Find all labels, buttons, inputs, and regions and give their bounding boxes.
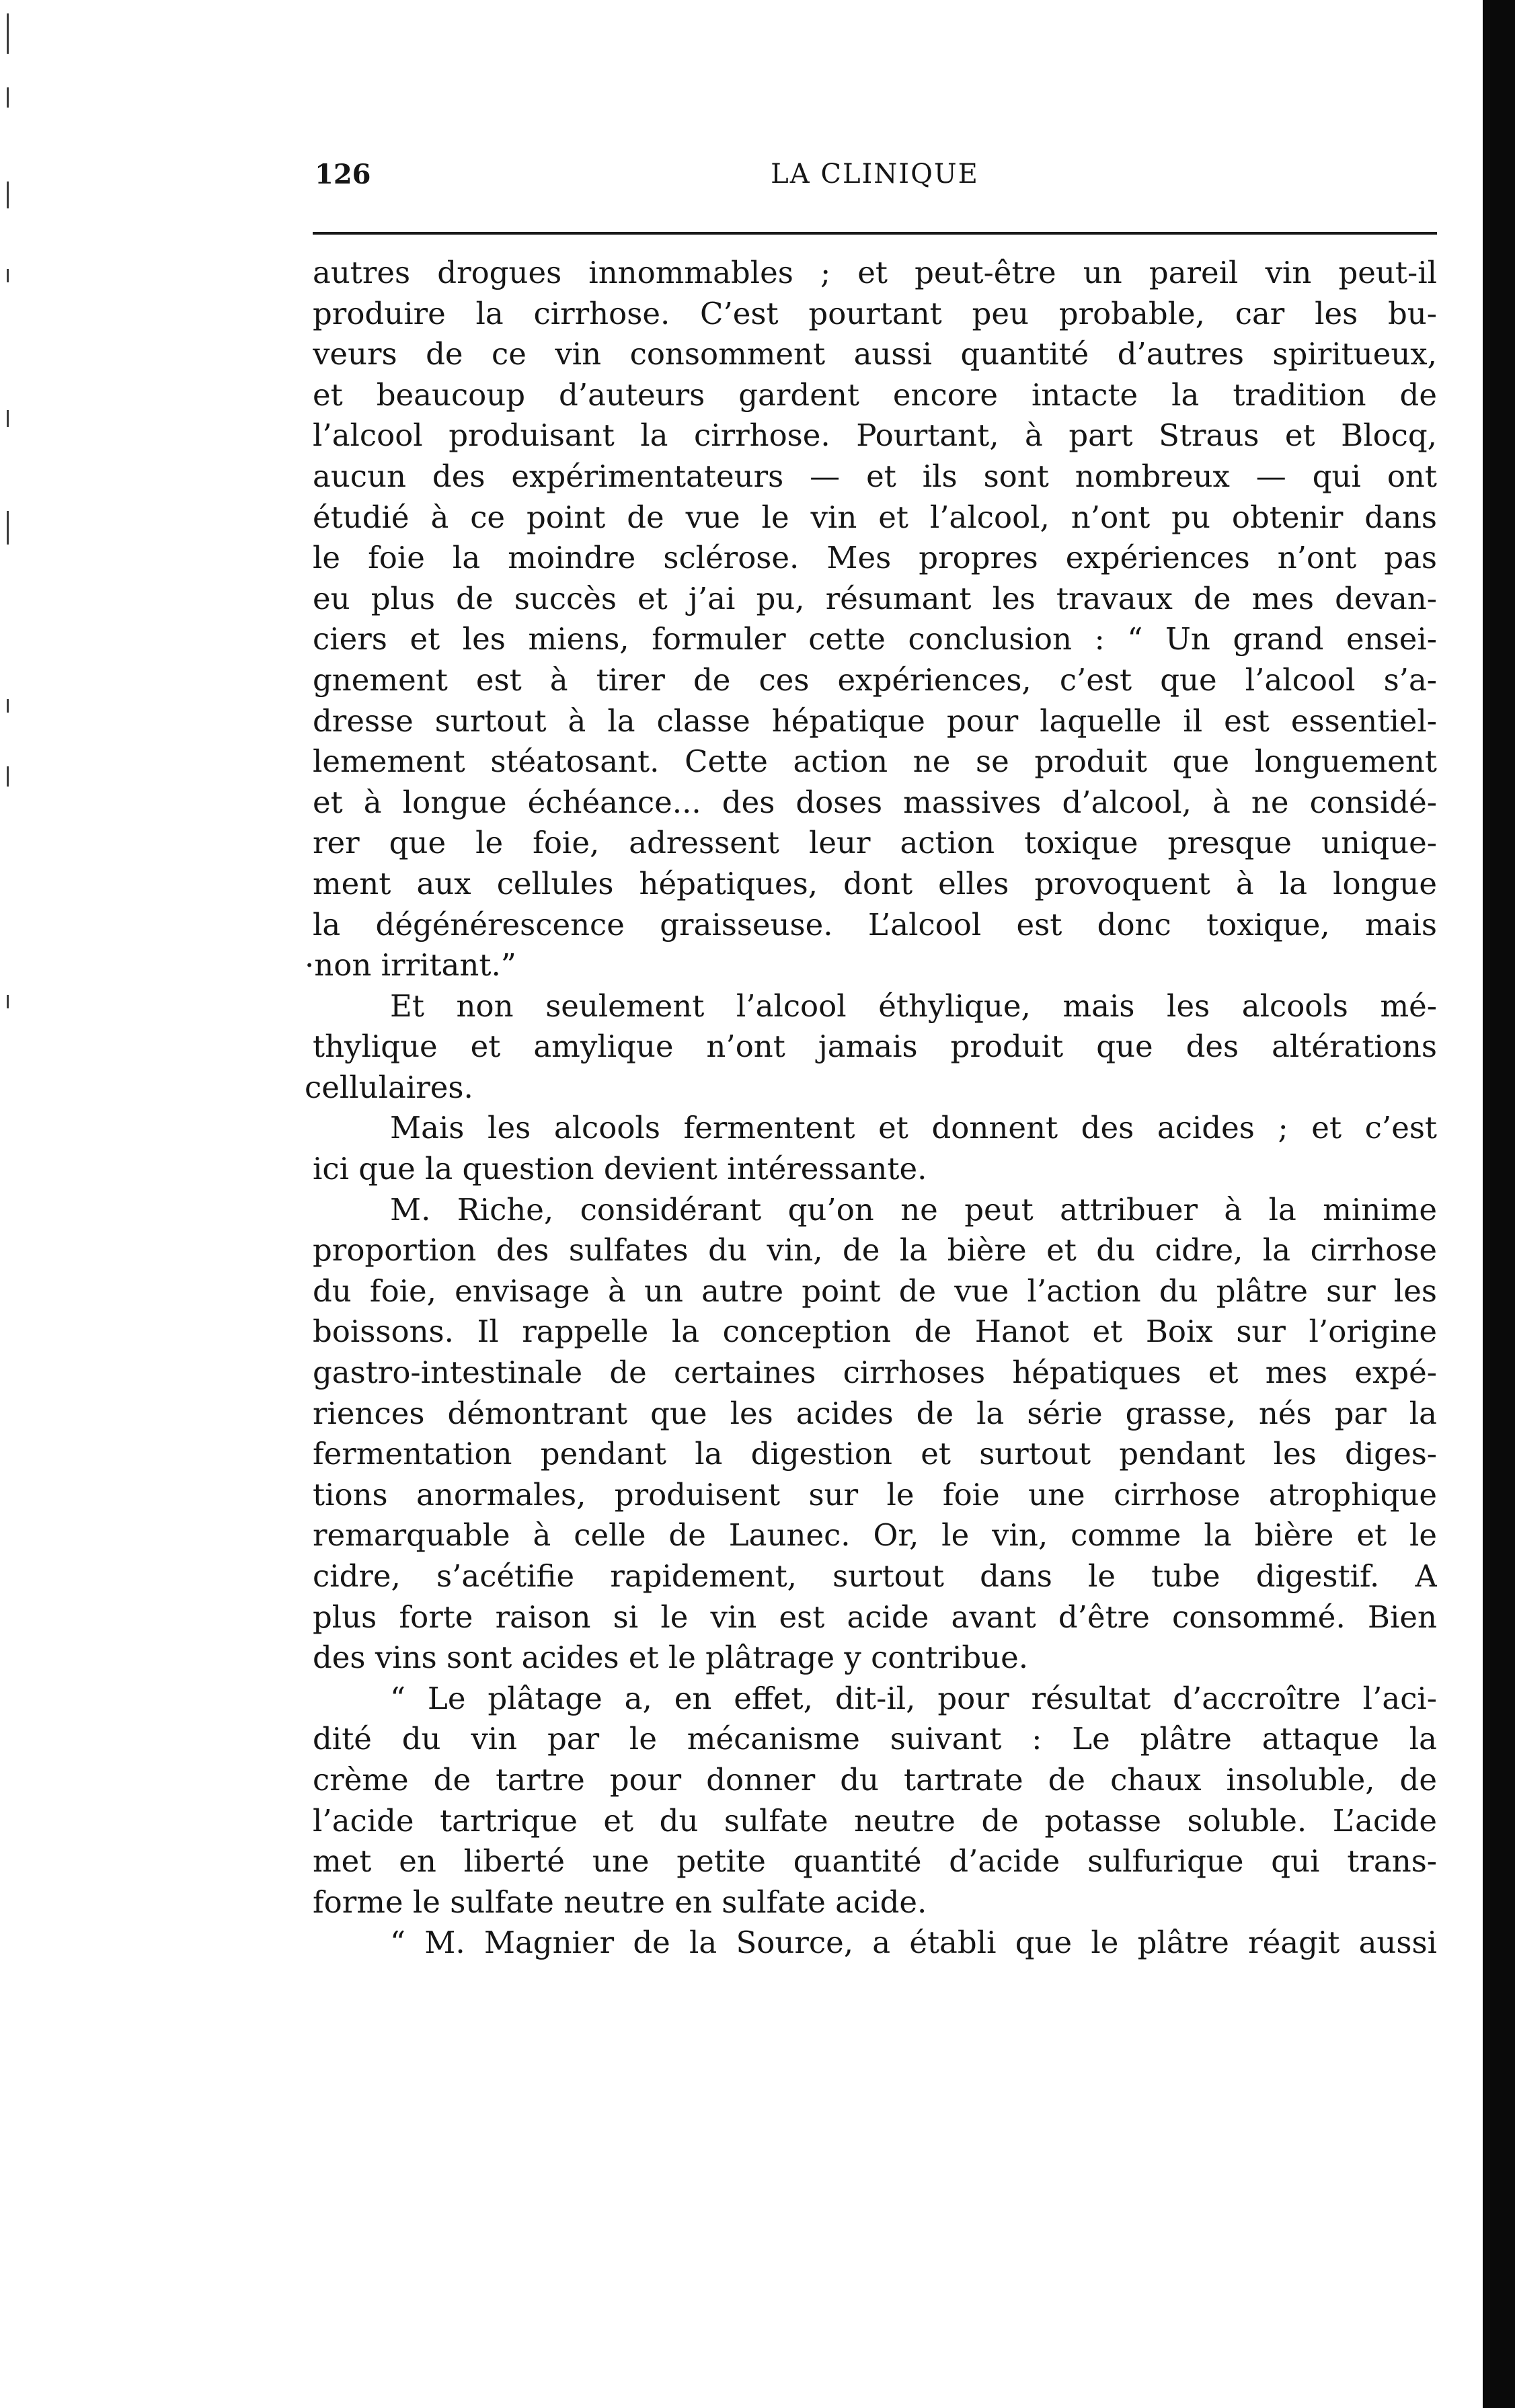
- text-line: autres drogues innommables ; et peut-être un pareil vin peut-il: [313, 255, 1437, 290]
- text-line: plus forte raison si le vin est acide avant d’être consommé. Bien: [313, 1599, 1437, 1635]
- text-line: ici que la question devient intéressante.: [313, 1151, 927, 1187]
- text-line: gastro-intestinale de certaines cirrhoses hépatiques et mes expé-: [313, 1355, 1437, 1391]
- text-line: le foie la moindre sclérose. Mes propres expériences n’ont pas: [313, 540, 1437, 576]
- text-line: Et non seulement l’alcool éthylique, mais les alcools mé-: [390, 988, 1437, 1024]
- text-line: remarquable à celle de Launec. Or, le vin, comme la bière et le: [313, 1517, 1437, 1554]
- text-line: forme le sulfate neutre en sulfate acide.: [313, 1884, 927, 1920]
- page-header: [315, 159, 1435, 199]
- body-text: [305, 253, 1437, 1964]
- text-line: gnement est à tirer de ces expériences, c’est que l’alcool s’a-: [313, 661, 1437, 698]
- text-line: dresse surtout à la classe hépatique pour laquelle il est essentiel-: [313, 703, 1437, 739]
- text-line: aucun des expérimentateurs — et ils sont nombreux — qui ont: [313, 458, 1437, 494]
- page-edge-shadow: [1483, 0, 1515, 2408]
- text-line: du foie, envisage à un autre point de vue l’action du plâtre sur les: [313, 1273, 1437, 1309]
- text-line: produire la cirrhose. C’est pourtant peu probable, car les bu-: [313, 295, 1437, 331]
- text-line: ciers et les miens, formuler cette conclusion : “ Un grand ensei-: [313, 621, 1437, 657]
- text-line: tions anormales, produisent sur le foie une cirrhose atrophique: [313, 1476, 1437, 1513]
- text-line: M. Riche, considérant qu’on ne peut attribuer à la minime: [390, 1191, 1437, 1228]
- text-line: crème de tartre pour donner du tartrate de chaux insoluble, de: [313, 1761, 1437, 1798]
- text-line: boissons. Il rappelle la conception de Hanot et Boix sur l’origine: [313, 1314, 1437, 1350]
- text-line: rer que le foie, adressent leur action toxique presque unique-: [313, 825, 1437, 861]
- header-rule: [313, 232, 1437, 235]
- text-line: “ Le plâtage a, en effet, dit-il, pour résultat d’accroître l’aci-: [390, 1680, 1437, 1716]
- page-number: 126: [315, 159, 371, 190]
- text-line: thylique et amylique n’ont jamais produit que des altérations: [313, 1029, 1437, 1065]
- text-line: eu plus de succès et j’ai pu, résumant les travaux de mes devan-: [313, 580, 1437, 616]
- text-line: “ M. Magnier de la Source, a établi que le plâtre réagit aussi: [390, 1925, 1437, 1961]
- binding-specks: [0, 0, 20, 1076]
- text-line: et beaucoup d’auteurs gardent encore intacte la tradition de: [313, 376, 1437, 413]
- text-line: l’alcool produisant la cirrhose. Pourtant, à part Straus et Blocq,: [313, 417, 1437, 454]
- text-line: veurs de ce vin consomment aussi quantité d’autres spiritueux,: [313, 336, 1437, 372]
- text-line: dité du vin par le mécanisme suivant : Le plâtre attaque la: [313, 1721, 1437, 1757]
- text-line: l’acide tartrique et du sulfate neutre de potasse soluble. L’acide: [313, 1802, 1437, 1839]
- text-line: Mais les alcools fermentent et donnent des acides ; et c’est: [390, 1110, 1437, 1146]
- text-line: étudié à ce point de vue le vin et l’alcool, n’ont pu obtenir dans: [313, 499, 1437, 535]
- running-title: LA CLINIQUE: [771, 159, 979, 190]
- text-line: cellulaires.: [305, 1069, 473, 1105]
- text-line: lemement stéatosant. Cette action ne se produit que longuement: [313, 744, 1437, 780]
- text-line: fermentation pendant la digestion et surtout pendant les diges-: [313, 1436, 1437, 1472]
- text-line: ·non irritant.”: [305, 947, 516, 984]
- text-line: cidre, s’acétifie rapidement, surtout dans le tube digestif. A: [313, 1558, 1437, 1594]
- text-line: des vins sont acides et le plâtrage y contribue.: [313, 1640, 1029, 1676]
- text-line: proportion des sulfates du vin, de la bière et du cidre, la cirrhose: [313, 1232, 1437, 1269]
- text-line: la dégénérescence graisseuse. L’alcool est donc toxique, mais: [313, 906, 1437, 942]
- text-line: riences démontrant que les acides de la série grasse, nés par la: [313, 1395, 1437, 1431]
- text-line: ment aux cellules hépatiques, dont elles provoquent à la longue: [313, 865, 1437, 901]
- text-line: met en liberté une petite quantité d’acide sulfurique qui trans-: [313, 1843, 1437, 1880]
- text-line: et à longue échéance... des doses massives d’alcool, à ne considé-: [313, 784, 1437, 820]
